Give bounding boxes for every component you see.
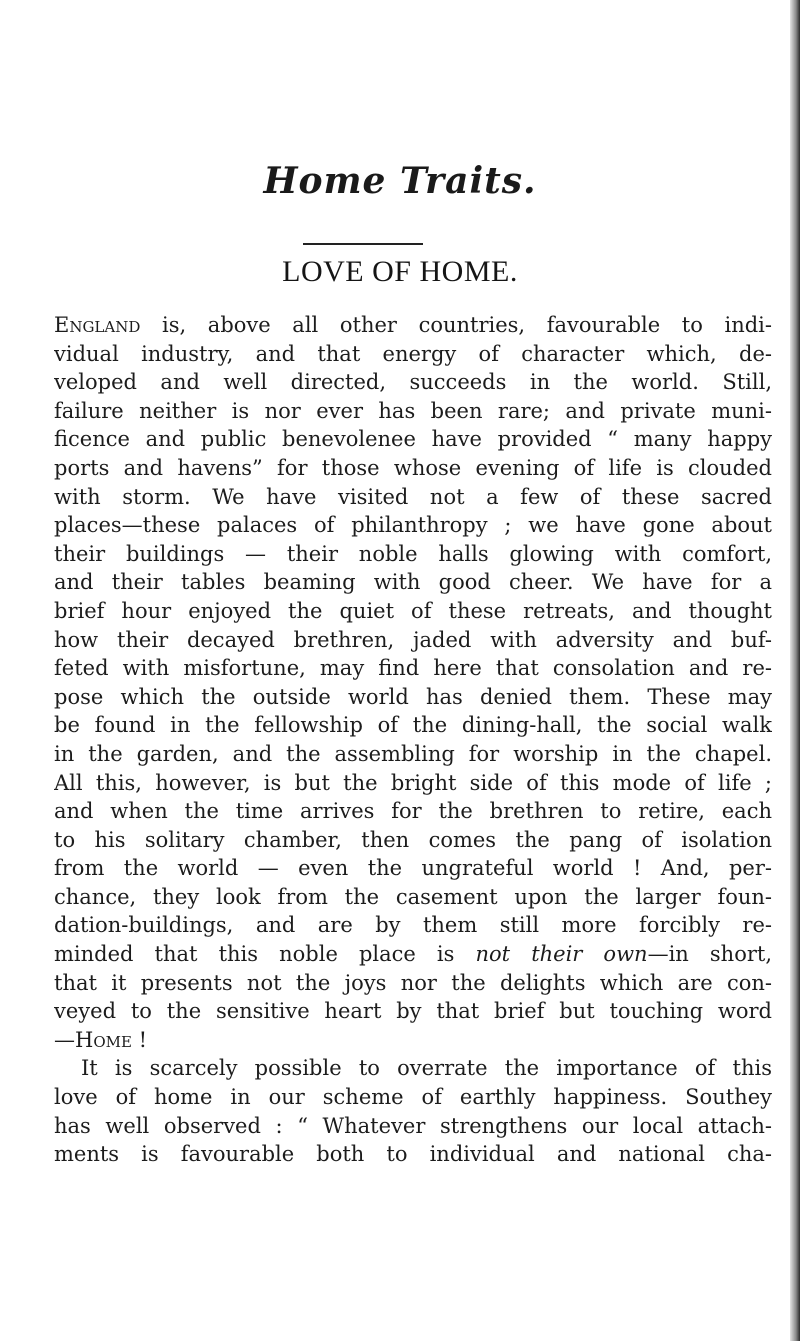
text-line: veloped and well directed, succeeds in the world. Still, bbox=[54, 370, 772, 395]
drop-word: England bbox=[54, 313, 141, 337]
italic-phrase: not their own bbox=[475, 942, 648, 967]
text-line: It is scarcely possible to overrate the importance of this bbox=[81, 1056, 772, 1081]
text-line: veyed to the sensitive heart by that brief but touching word bbox=[54, 999, 772, 1024]
text-line: that it presents not the joys nor the delights which are con- bbox=[54, 970, 772, 995]
text-line: to his solitary chamber, then comes the pang of isolation bbox=[54, 827, 772, 852]
text-line: All this, however, is but the bright side of this mode of life ; bbox=[54, 770, 772, 795]
text-line: dation-buildings, and are by them still more forcibly re- bbox=[54, 913, 772, 938]
text-line: ficence and public benevolenee have provided “ many happy bbox=[54, 427, 772, 452]
text-line: in the garden, and the assembling for worship in the chapel. bbox=[54, 741, 772, 766]
text-span: —in short, bbox=[647, 942, 772, 967]
text-line: from the world — even the ungrateful world ! And, per- bbox=[54, 856, 772, 881]
text-line: has well observed : “ Whatever strengthens our local attach- bbox=[54, 1113, 772, 1138]
text-line: pose which the outside world has denied them. These may bbox=[54, 684, 772, 709]
section-title: LOVE OF HOME. bbox=[282, 255, 518, 288]
body-text bbox=[54, 311, 772, 1169]
text-span: — bbox=[54, 1027, 75, 1052]
text-span: is, above all other countries, favourable to indi- bbox=[140, 313, 772, 337]
small-caps-word: Home bbox=[75, 1027, 132, 1052]
text-line: and when the time arrives for the brethren to retire, each bbox=[54, 799, 772, 824]
heading-divider bbox=[303, 243, 423, 245]
text-line: vidual industry, and that energy of character which, de- bbox=[54, 341, 772, 366]
text-line: their buildings — their noble halls glowing with comfort, bbox=[54, 541, 772, 566]
text-line bbox=[54, 311, 772, 340]
text-line: brief hour enjoyed the quiet of these retreats, and thought bbox=[54, 598, 772, 623]
text-line: with storm. We have visited not a few of these sacred bbox=[54, 484, 772, 509]
text-line bbox=[54, 940, 772, 969]
text-line: places—these palaces of philanthropy ; we have gone about bbox=[54, 513, 772, 538]
text-line: chance, they look from the casement upon the larger foun- bbox=[54, 884, 772, 909]
text-line: failure neither is nor ever has been rare; and private muni- bbox=[54, 398, 772, 423]
text-line bbox=[54, 1026, 772, 1055]
text-span: ! bbox=[131, 1027, 148, 1052]
text-line: feted with misfortune, may find here that consolation and re- bbox=[54, 656, 772, 681]
chapter-heading: Home Traits. bbox=[263, 160, 537, 202]
page-edge-shadow bbox=[790, 0, 800, 1341]
text-line: how their decayed brethren, jaded with adversity and buf- bbox=[54, 627, 772, 652]
text-line: ments is favourable both to individual and national cha- bbox=[54, 1142, 772, 1167]
text-span: minded that this noble place is bbox=[54, 942, 476, 967]
text-line: ports and havens” for those whose evening of life is clouded bbox=[54, 455, 772, 480]
text-line: be found in the fellowship of the dining-hall, the social walk bbox=[54, 713, 772, 738]
text-line: love of home in our scheme of earthly happiness. Southey bbox=[54, 1085, 772, 1110]
text-line: and their tables beaming with good cheer. We have for a bbox=[54, 570, 772, 595]
